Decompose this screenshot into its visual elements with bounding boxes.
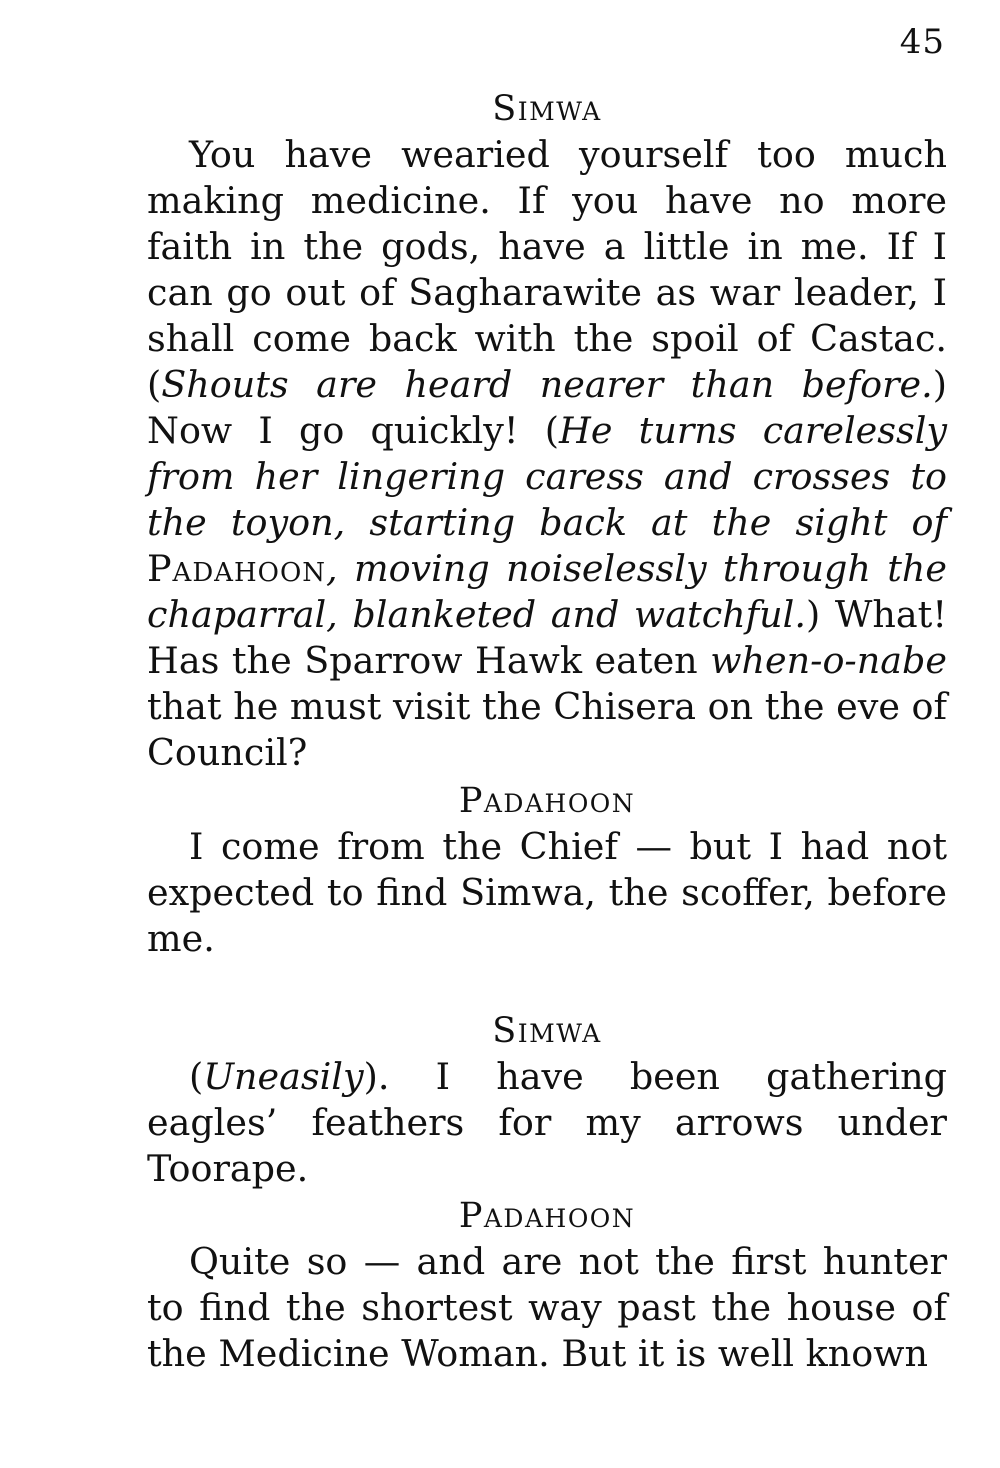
speaker-name: Simwa [492,1011,602,1051]
speech-text [147,132,947,776]
italic-word: when-o-nabe [710,639,947,682]
page-number: 45 [899,22,945,62]
speech-block-2 [147,778,947,962]
speaker-name: Padahoon [458,781,636,821]
speech-text [147,824,947,962]
speech-block-1 [147,86,947,776]
stage-direction: He turns carelessly from her lingering caress and crosses to the toyon, starting back at the sight of [147,409,947,544]
speech-text [147,1054,947,1192]
speech-run: ( [189,1055,204,1098]
speech-block-4 [147,1193,947,1377]
speech-run: ) Now I go quickly! ( [147,363,947,452]
stage-direction: Shouts are heard nearer than before. [161,363,933,406]
speech-run: You have wearied yourself too much making medicine. If you have no more faith in the gods, have a little in me. If I can go out of Sagharawite as war leader, I shall come back with the spoil of Castac. ( [147,133,947,406]
speech-run: ) What! Has the Sparrow Hawk eaten [147,593,947,682]
stage-direction: Uneasily [203,1055,364,1098]
character-name: Padahoon [147,547,327,590]
speech-block-3 [147,1008,947,1192]
speech-run: ). I have been gathering eagles’ feathers for my arrows under Toorape. [147,1055,947,1190]
speech-run: Quite so — and are not the first hunter to find the shortest way past the house of the Medicine Woman. But it is well known [147,1240,947,1375]
speech-text [147,1239,947,1377]
stage-direction: , moving noiselessly through the chaparral, blanketed and watchful. [147,547,947,636]
speech-run: that he must visit the Chisera on the eve of Council? [147,685,948,774]
speaker-name: Simwa [492,89,602,129]
speaker-name: Padahoon [458,1196,636,1236]
speech-run: I come from the Chief — but I had not expected to find Simwa, the scoffer, before me. [147,825,947,960]
